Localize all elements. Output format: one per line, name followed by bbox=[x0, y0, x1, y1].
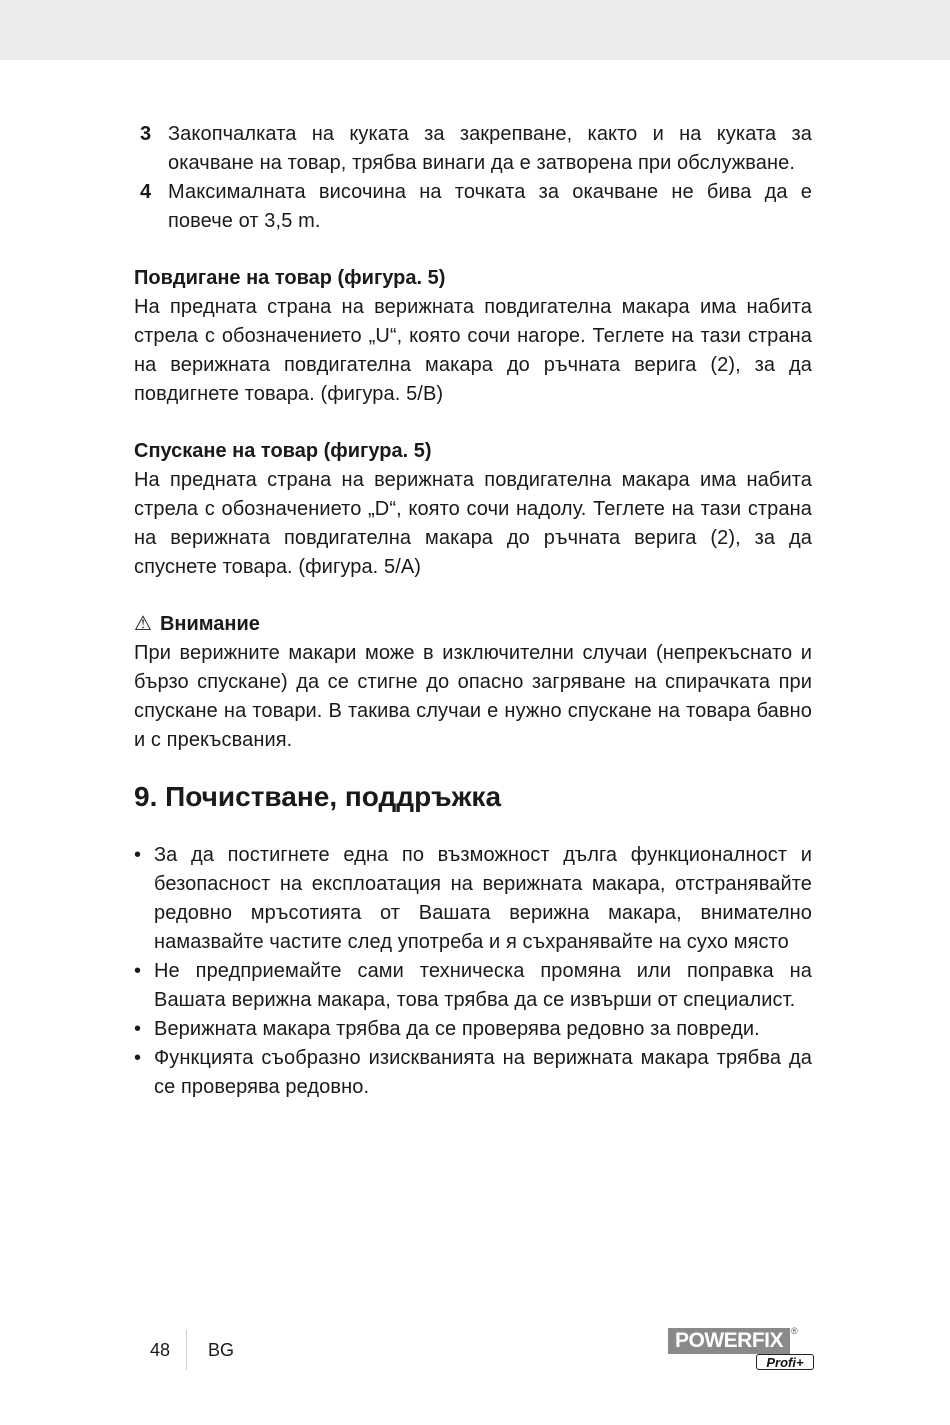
bullet-symbol: • bbox=[134, 844, 142, 866]
spacer bbox=[134, 236, 812, 264]
lifting-heading: Повдигане на товар (фигура. 5) bbox=[134, 267, 446, 289]
list-item bbox=[134, 178, 812, 236]
bullet-item bbox=[134, 957, 812, 1015]
bullet-symbol: • bbox=[134, 1018, 142, 1040]
spacer bbox=[134, 409, 812, 437]
bullet-item bbox=[134, 1044, 812, 1102]
lowering-heading: Спускане на товар (фигура. 5) bbox=[134, 440, 432, 462]
logo-profi-badge: Profi+ bbox=[756, 1354, 814, 1370]
bullet-text: Функцията съобразно изискванията на верижната макара трябва да се проверява редовно. bbox=[154, 1047, 812, 1098]
page-number: 48 bbox=[150, 1340, 171, 1360]
spacer bbox=[134, 815, 812, 841]
bullet-text: За да постигнете една по възможност дълга функционалност и безопасност на експлоатация на верижната макара, отстранявайте редовно мръсотията от Вашата верижна макара, внимателно намазвайте частите след употреба и я съхранявайте на сухо място bbox=[154, 844, 812, 953]
language-code: BG bbox=[208, 1340, 235, 1360]
logo-wordmark: POWERFIX bbox=[668, 1328, 790, 1354]
list-item-number: 3 bbox=[140, 123, 152, 145]
list-item bbox=[134, 120, 812, 178]
footer-divider bbox=[186, 1330, 187, 1370]
lifting-text: На предната страна на верижната повдигателна макара има набита стрела с обозначението „U“, която сочи нагоре. Теглете на тази страна на верижната повдигателна макара до ръчната верига (2), за да повдигнете товара. (фигура. 5/B) bbox=[134, 296, 812, 405]
spacer bbox=[134, 755, 812, 779]
chapter-title: 9. Почистване, поддръжка bbox=[134, 781, 502, 812]
bullet-item bbox=[134, 841, 812, 957]
powerfix-logo bbox=[668, 1328, 814, 1372]
logo-registered-mark: ® bbox=[791, 1326, 798, 1336]
page-footer bbox=[134, 1326, 814, 1370]
list-item-number: 4 bbox=[140, 181, 152, 203]
list-item-text: Максималната височина на точката за окачване не бива да е повече от 3,5 m. bbox=[168, 181, 812, 232]
header-band bbox=[0, 0, 950, 60]
spacer bbox=[134, 582, 812, 610]
list-item-text: Закопчалката на куката за закрепване, както и на куката за окачване на товар, трябва винаги да е затворена при обслужване. bbox=[168, 123, 812, 174]
warning-text: При верижните макари може в изключителни случаи (непрекъснато и бързо спускане) да се стигне до опасно загряване на спирачката при спускане на товари. В такива случаи е нужно спускане на товара бавно и с прекъсвания. bbox=[134, 642, 812, 751]
bullet-symbol: • bbox=[134, 960, 142, 982]
bullet-text: Не предприемайте сами техническа промяна или поправка на Вашата верижна макара, това трябва да се извърши от специалист. bbox=[154, 960, 812, 1011]
bullet-item bbox=[134, 1015, 812, 1044]
warning-title: Внимание bbox=[159, 613, 260, 635]
bullet-text: Верижната макара трябва да се проверява редовно за повреди. bbox=[154, 1018, 760, 1040]
lowering-text: На предната страна на верижната повдигателна макара има набита стрела с обозначението „D“, която сочи надолу. Теглете на тази страна на верижната повдигателна макара до ръчната верига (2), за да спуснете товара. (фигура. 5/A) bbox=[134, 469, 812, 578]
warning-heading bbox=[134, 610, 812, 639]
bullet-symbol: • bbox=[134, 1047, 142, 1069]
warning-triangle-icon: ⚠ bbox=[134, 613, 152, 635]
page-content bbox=[134, 120, 812, 1102]
